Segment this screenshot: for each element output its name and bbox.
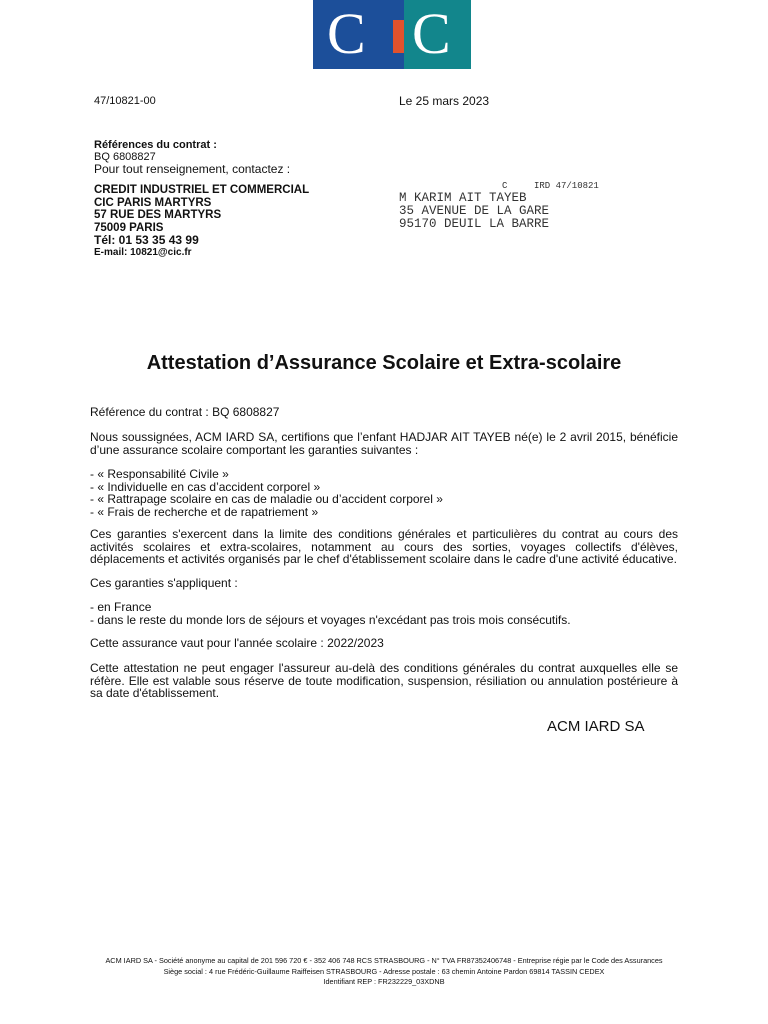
disclaimer-paragraph: Cette attestation ne peut engager l'assureur au-delà des conditions générales du contrat auxquelles elle se réfère. Elle est valable sous réserve de toute modification, suspension, résiliation ou annulation postérieure à sa date d'établissement. — [90, 661, 678, 700]
conditions-paragraph: Ces garanties s'exercent dans la limite des conditions générales et particulières du contrat au cours des activités scolaires et extra-scolaires, notamment au cours des sorties, voyages collectifs d'élèves, déplacements et activités organisés par le chef d'établissement scolaire dans le cadre d'une activité éducative. — [90, 527, 678, 566]
recipient-address — [399, 192, 549, 231]
list-item: - en France — [90, 601, 678, 614]
recipient-name: M KARIM AIT TAYEB — [399, 191, 527, 205]
list-item: - « Frais de recherche et de rapatriement » — [90, 506, 678, 519]
logo-accent-bar — [393, 20, 404, 53]
guarantees-list — [90, 468, 678, 518]
signature: ACM IARD SA — [547, 718, 645, 735]
list-item: - « Responsabilité Civile » — [90, 468, 678, 481]
list-item: - « Rattrapage scolaire en cas de maladie ou d’accident corporel » — [90, 493, 678, 506]
logo-letter-right: C — [412, 1, 451, 66]
reference-number: 47/10821-00 — [94, 95, 156, 107]
list-item: - « Individuelle en cas d’accident corporel » — [90, 481, 678, 494]
contract-block — [94, 139, 290, 176]
document-title: Attestation d’Assurance Scolaire et Extra-scolaire — [146, 352, 622, 374]
footer-address-line: Siège social : 4 rue Frédéric-Guillaume Raiffeisen STRASBOURG - Adresse postale : 63 chemin Antoine Pardon 69814 TASSIN CEDEX — [163, 966, 605, 976]
bank-address — [94, 184, 309, 258]
bank-email: E-mail: 10821@cic.fr — [94, 247, 192, 258]
bank-street: 57 RUE DES MARTYRS — [94, 209, 222, 221]
bank-branch: CIC PARIS MARTYRS — [94, 196, 212, 209]
document-date: Le 25 mars 2023 — [399, 94, 490, 108]
contract-ref-line: Référence du contrat : BQ 6808827 — [90, 405, 280, 419]
footer — [0, 956, 768, 988]
footer-identifier-line: Identifiant REP : FR232229_03XDNB — [323, 977, 445, 986]
footer-legal-line: ACM IARD SA - Société anonyme au capital de 201 596 720 € - 352 406 748 RCS STRASBOURG - N° TVA FR87352406748 - Entreprise régie par le Code des Assurances — [105, 956, 663, 965]
recipient-street: 35 AVENUE DE LA GARE — [399, 204, 550, 218]
recipient-code-ird: IRD 47/10821 — [534, 181, 599, 191]
validity-line: Cette assurance vaut pour l'année scolaire : 2022/2023 — [90, 636, 384, 650]
list-item: - dans le reste du monde lors de séjours et voyages n'excédant pas trois mois consécutifs. — [90, 614, 678, 627]
recipient-code-c: C — [502, 181, 508, 191]
contract-number: BQ 6808827 — [94, 151, 156, 163]
bank-city: 75009 PARIS — [94, 221, 164, 234]
contact-label: Pour tout renseignement, contactez : — [94, 162, 291, 176]
scope-label: Ces garanties s'appliquent : — [90, 576, 238, 590]
scope-list — [90, 601, 678, 626]
logo-letter-left: C — [327, 1, 366, 66]
bank-phone: Tél: 01 53 35 43 99 — [94, 233, 199, 247]
recipient-city: 95170 DEUIL LA BARRE — [399, 217, 550, 231]
bank-name: CREDIT INDUSTRIEL ET COMMERCIAL — [94, 184, 310, 196]
cic-logo — [313, 0, 471, 69]
contract-refs-label: Références du contrat : — [94, 139, 217, 151]
intro-paragraph: Nous soussignées, ACM IARD SA, certifions que l’enfant HADJAR AIT TAYEB né(e) le 2 avril 2015, bénéficie d’une assurance scolaire comportant les garanties suivantes : — [90, 430, 678, 457]
